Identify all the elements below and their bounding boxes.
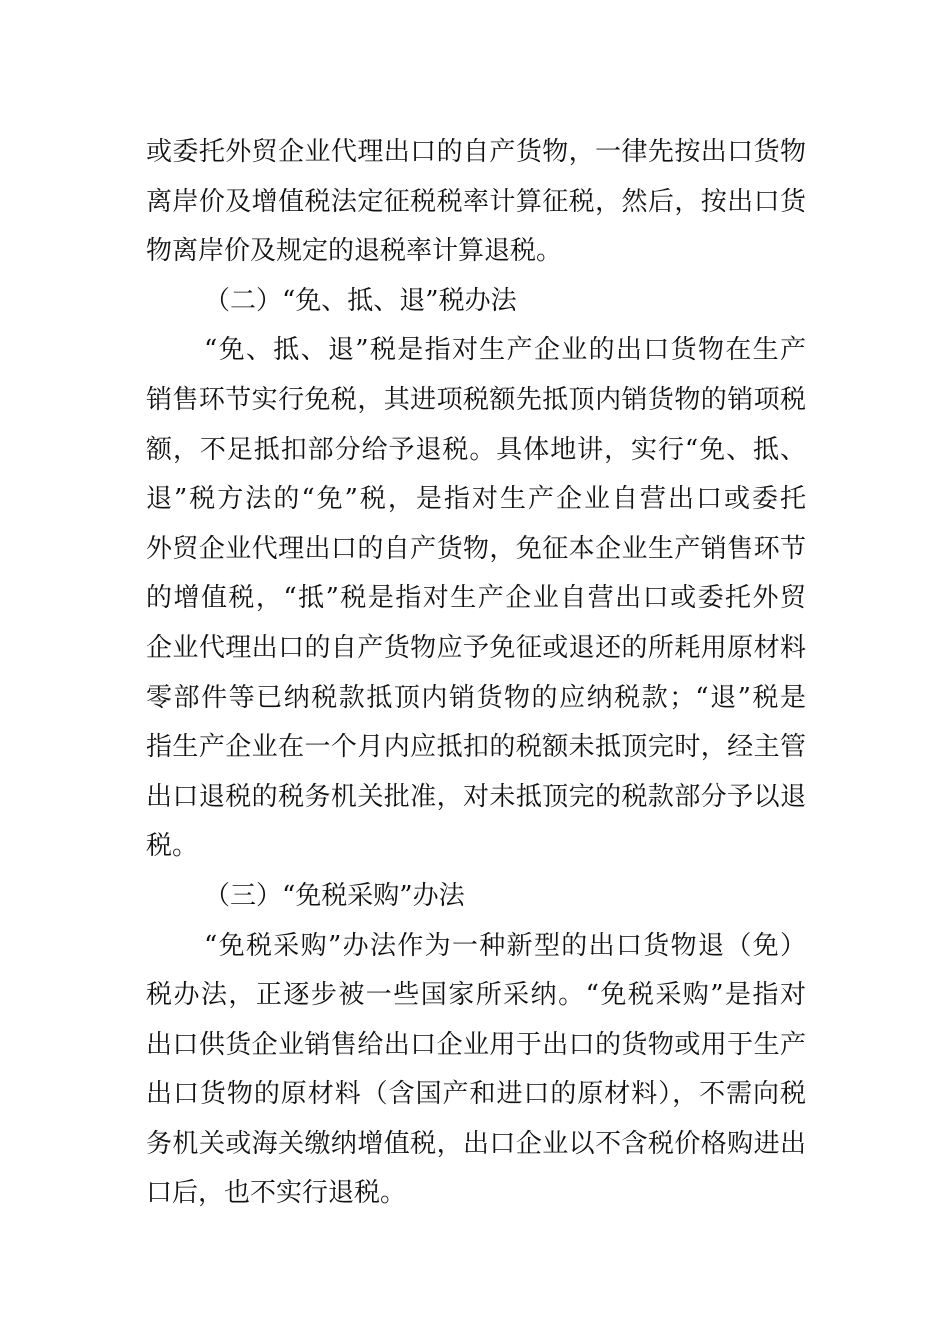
text-line: 或委托外贸企业代理出口的自产货物，一律先按出口货物 bbox=[146, 137, 806, 167]
text-line: 指生产企业在一个月内应抵扣的税额未抵顶完时，经主管 bbox=[146, 732, 806, 763]
text-line: 离岸价及增值税法定征税税率计算征税，然后，按出口货 bbox=[146, 186, 806, 217]
text-line: 外贸企业代理出口的自产货物，免征本企业生产销售环节 bbox=[146, 533, 806, 564]
text-line: 出口供货企业销售给出口企业用于出口的货物或用于生产 bbox=[146, 1029, 806, 1060]
paragraph-tax-free-purchase bbox=[146, 922, 806, 1220]
text-line: 税。 bbox=[146, 831, 199, 862]
text-line: 出口货物的原材料（含国产和进口的原材料），不需向税 bbox=[146, 1079, 806, 1110]
paragraph-mian-di-tui bbox=[146, 326, 806, 872]
text-line: “免、抵、退”税是指对生产企业的出口货物在生产 bbox=[204, 335, 806, 366]
text-line: 物离岸价及规定的退税率计算退税。 bbox=[146, 236, 563, 267]
text-line: 销售环节实行免税，其进项税额先抵顶内销货物的销项税 bbox=[146, 384, 806, 415]
text-line: 的增值税，“抵”税是指对生产企业自营出口或委托外贸 bbox=[146, 583, 806, 614]
heading-text: （三）“免税采购”办法 bbox=[204, 880, 465, 911]
document-body bbox=[146, 128, 806, 1219]
paragraph-continuation bbox=[146, 128, 806, 277]
heading-text: （二）“免、抵、退”税办法 bbox=[204, 285, 517, 316]
text-line: 企业代理出口的自产货物应予免征或退还的所耗用原材料 bbox=[146, 632, 806, 663]
text-line: 退”税方法的“免”税，是指对生产企业自营出口或委托 bbox=[146, 484, 806, 515]
text-line: 务机关或海关缴纳增值税，出口企业以不含税价格购进出 bbox=[146, 1128, 806, 1159]
text-line: 税办法，正逐步被一些国家所采纳。“免税采购”是指对 bbox=[146, 980, 806, 1011]
text-line: 出口退税的税务机关批准，对未抵顶完的税款部分予以退 bbox=[146, 781, 806, 812]
text-line: 额，不足抵扣部分给予退税。具体地讲，实行“免、抵、 bbox=[146, 434, 806, 465]
text-line: 零部件等已纳税款抵顶内销货物的应纳税款；“退”税是 bbox=[146, 682, 806, 713]
section-heading-3 bbox=[146, 872, 806, 922]
section-heading-2 bbox=[146, 277, 806, 327]
text-line: 口后，也不实行退税。 bbox=[146, 1178, 407, 1209]
text-line: “免税采购”办法作为一种新型的出口货物退（免） bbox=[204, 930, 806, 961]
